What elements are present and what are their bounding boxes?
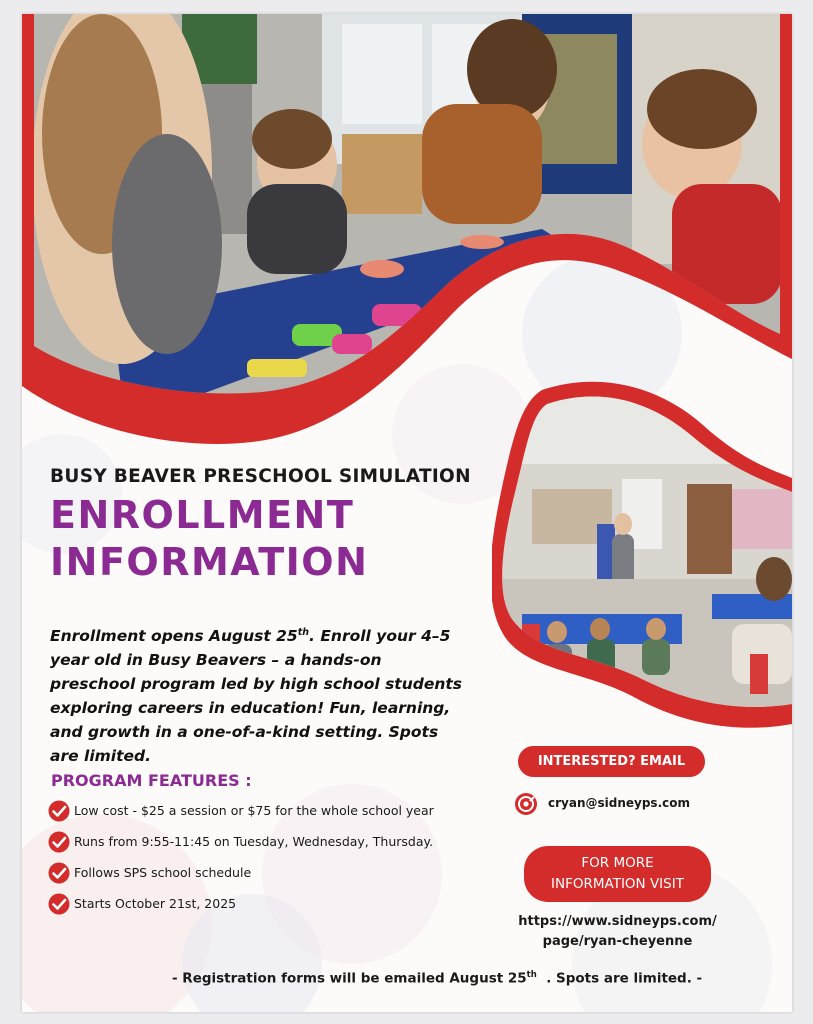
footer-note <box>172 970 702 987</box>
website-link[interactable] <box>515 912 720 952</box>
features-heading: PROGRAM FEATURES : <box>51 771 252 790</box>
check-circle-icon <box>48 800 70 822</box>
intro-text-1: Enrollment opens August 25 <box>50 627 298 646</box>
feature-text: Runs from 9:55-11:45 on Tuesday, Wednesday, Thursday. <box>74 834 434 849</box>
footer-superscript: th <box>526 970 537 980</box>
more-info-line-2: INFORMATION VISIT <box>551 876 684 892</box>
more-info-line-1: FOR MORE <box>581 855 654 871</box>
more-info-banner <box>524 846 711 902</box>
check-circle-icon <box>48 831 70 853</box>
footer-text-2: . Spots are limited. - <box>536 970 703 987</box>
email-link[interactable]: cryan@sidneyps.com <box>548 796 690 810</box>
check-circle-icon <box>48 893 70 915</box>
email-icon <box>514 792 538 816</box>
title-line-2: INFORMATION <box>50 540 369 584</box>
footer-text-1: - Registration forms will be emailed August 25 <box>172 970 527 987</box>
check-circle-icon <box>48 862 70 884</box>
intro-paragraph <box>50 621 470 768</box>
feature-text: Follows SPS school schedule <box>74 865 252 880</box>
program-subtitle: BUSY BEAVER PRESCHOOL SIMULATION <box>50 466 471 487</box>
flyer-page <box>22 14 792 1012</box>
intro-text-2: . Enroll your 4–5 year old in Busy Beavers – a hands-on preschool program led by high school students exploring careers in education! Fun, learning, and growth in a one-of-a-kind setting. Spots are limited. <box>50 627 463 766</box>
feature-text: Low cost - $25 a session or $75 for the whole school year <box>74 803 434 818</box>
url-line-1: https://www.sidneyps.com/ <box>518 914 717 929</box>
page-title <box>50 492 368 586</box>
email-banner: INTERESTED? EMAIL <box>518 746 705 777</box>
classroom-photo <box>492 374 792 734</box>
intro-superscript: th <box>297 627 310 638</box>
feature-text: Starts October 21st, 2025 <box>74 896 237 911</box>
title-line-1: ENROLLMENT <box>50 493 355 537</box>
url-line-2: page/ryan-cheyenne <box>542 934 693 949</box>
